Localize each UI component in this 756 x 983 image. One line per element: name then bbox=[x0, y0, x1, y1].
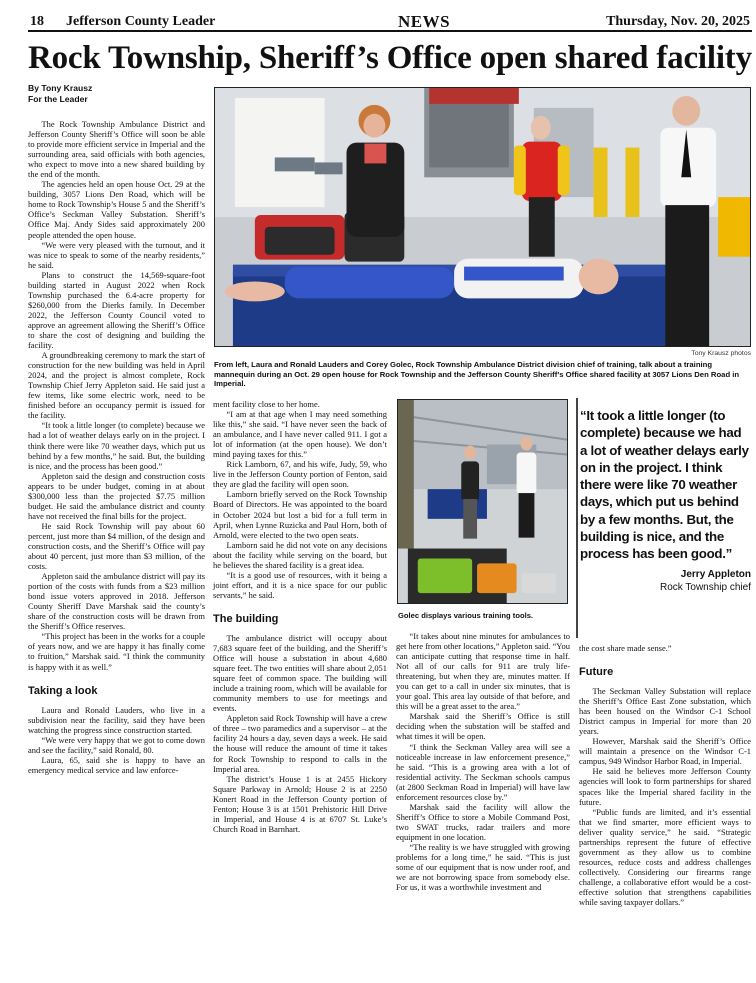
article-paragraph: “It is a good use of resources, with it being a joint effort, and it is a nice space for our public servants,” he said. bbox=[213, 569, 387, 600]
article-paragraph: Lamborn said he did not vote on any decisions about the facility while serving on the board, but he believes the shared facility is a great idea. bbox=[213, 539, 387, 570]
article-paragraph: The Rock Township Ambulance District and Jefferson County Sheriff’s Office will soon be able to provide more efficient service in Imperial and the surrounding area, said officials with both agencies, who expect to move into a new shared building by the end of the month. bbox=[28, 119, 205, 180]
pull-quote-name: Jerry Appleton bbox=[680, 568, 751, 580]
article-paragraph: However, Marshak said the Sheriff’s Office will maintain a presence on the Windsor C-1 campus, 949 Windsor Harbor Road, in Imperial. bbox=[579, 736, 751, 767]
pull-quote-title: Rock Township chief bbox=[660, 581, 751, 593]
article-paragraph: The district’s House 1 is at 2455 Hickory Square Parkway in Arnold; House 2 is at 2250 Konert Road in the Jefferson County portion of Fenton; House 3 is at 1501 Prehistoric Hill Drive in Imperial, and House 4 is at 6707 St. Luke’s Church Road in Barnhart. bbox=[213, 773, 387, 834]
page-number: 18 bbox=[30, 14, 44, 29]
article-paragraph: the cost share made sense.” bbox=[579, 643, 672, 653]
article-paragraph: ment facility close to her home. bbox=[213, 399, 320, 409]
article-paragraph: “I think the Seckman Valley area will see a noticeable increase in law enforcement presence,” he said. “This is a growing area with a lot of residential activity. The Seckman schools campus (at 2800 Seckman Road in Imperial) will have law enforcement resources close by.” bbox=[396, 741, 570, 802]
article-paragraph: The agencies held an open house Oct. 29 at the building, 3057 Lions Den Road, which will be home to Rock Township’s House 5 and the Sheriff’s Office’s Seckman Valley Substation. Sheriff’s Office Maj. Andy Sides said approximately 200 people attended the open house. bbox=[28, 179, 205, 240]
article-paragraph: Marshak said the facility will allow the Sheriff’s Office to store a Mobile Command Post, two SWAT trucks, radar trailers and more equipment in one location. bbox=[396, 801, 570, 842]
headline: Rock Township, Sheriff’s Office open shared facility bbox=[28, 40, 752, 76]
article-paragraph: He said Rock Township will pay about 60 percent, just more than $4 million, of the design and construction costs, and the Sheriff’s Office will pay about 40 percent, just more than $3 million, of the costs. bbox=[28, 520, 205, 572]
col2b-paragraphs bbox=[213, 633, 387, 834]
byline bbox=[28, 83, 205, 105]
issue-date: Thursday, Nov. 20, 2025 bbox=[606, 14, 750, 29]
column-3 bbox=[396, 631, 570, 892]
pull-quote bbox=[580, 407, 751, 594]
photo2-illustration bbox=[398, 400, 567, 603]
subhead-future: Future bbox=[579, 666, 614, 679]
article-paragraph: “The reality is we have struggled with growing problems for a long time,” he said. “This is just some of our equipment that is now under roof, and we are not borrowing space from somebody else. For us, it was a worthwhile investment and bbox=[396, 841, 570, 893]
article-paragraph: “It takes about nine minutes for ambulances to get here from other locations,” Appleton said. “You can anticipate cutting that response time in half. Not all of our calls for 911 are truly life-threatening, but when they are, minutes matter. If you can get to a call in under six minutes, that is your goal. This area lay outside of that before, and this will be a great asset to the area.” bbox=[396, 631, 570, 712]
column-2 bbox=[213, 399, 387, 834]
article-paragraph: The Seckman Valley Substation will replace the Sheriff’s Office East Zone substation, which has been housed on the Windsor C-1 School District campus in Imperial for more than 20 years. bbox=[579, 686, 751, 737]
pull-quote-rule bbox=[576, 398, 578, 638]
pull-quote-attribution bbox=[580, 568, 751, 594]
article-paragraph: A groundbreaking ceremony to mark the start of construction for the new building was held in April 2024, and the project is almost complete, Rock Township Chief Jerry Appleton said. He said just a few items, like some electric work, need to be finished before an occupancy permit is issued for the facility. bbox=[28, 350, 205, 421]
pull-quote-text: “It took a little longer (to complete) because we had a lot of weather delays early on in the project. I think there were like 70 weather days, which put us behind by a few months. But, the building is nice, and the process has been good.” bbox=[580, 408, 749, 562]
article-paragraph: Appleton said Rock Township will have a crew of three – two paramedics and a supervisor – at the facility 24 hours a day, seven days a week. He said the house will reduce the amount of time it takes for Rock Township to respond to calls in the Imperial area. bbox=[213, 713, 387, 774]
article-paragraph: Rick Lamborn, 67, and his wife, Judy, 59, who live in the Jefferson County portion of Fenton, said they are glad the facility will open soon. bbox=[213, 459, 387, 490]
article-paragraph: Appleton said the ambulance district will pay its portion of the costs with funds from a $23 million bond issue voters approved in 2018. Jefferson County Sheriff Dave Marshak said the county’s share of the construction costs will be drawn from the Sheriff’s Office reserves. bbox=[28, 571, 205, 632]
column-1 bbox=[28, 83, 205, 775]
paper-name: Jefferson County Leader bbox=[66, 14, 216, 29]
masthead bbox=[28, 10, 752, 32]
photo-credit: Tony Krausz photos bbox=[691, 350, 751, 357]
section-label: NEWS bbox=[398, 12, 451, 31]
col1b-paragraphs bbox=[28, 705, 205, 775]
article-paragraph: “It took a little longer (to complete) because we had a lot of weather delays early on in the project. I think there were like 70 weather days, which put us behind by a few months,” he said. But, the building is nice, and the process has been good.” bbox=[28, 420, 205, 471]
article-paragraph: “We were very pleased with the turnout, and it was nice to speak to some of the nearby residents,” he said. bbox=[28, 239, 205, 270]
article-paragraph: “I am at that age when I may need something like this,” she said. “I have never seen the back of an ambulance, and I have never called 911. I got a lot of information (at the open house). We don’t mind paying taxes for this.” bbox=[213, 409, 387, 460]
article-paragraph: Appleton said the design and construction costs appears to be under budget, coming in at about $300,000 less than the projected $7.75 million budget. He said the ambulance district and county have not received the final bills for the project. bbox=[28, 470, 205, 521]
col3-paragraphs bbox=[396, 631, 570, 892]
article-paragraph: Marshak said the Sheriff’s Office is still deciding when the substation will be staffed and what times it will be open. bbox=[396, 711, 570, 742]
training-mannequin-photo bbox=[214, 87, 751, 347]
article-paragraph: He said he believes more Jefferson County agencies will look to form partnerships for shared spaces like the Imperial shared facility in the future. bbox=[579, 766, 751, 807]
photo2-caption: Golec displays various training tools. bbox=[398, 611, 534, 620]
photo1-caption: From left, Laura and Ronald Lauders and Corey Golec, Rock Township Ambulance District division chief of training, talk about a training mannequin during an Oct. 29 open house for Rock Township and the Jefferson County Sheriff’s Office shared facility at 3057 Lions Den Road in Imperial. bbox=[214, 360, 740, 389]
training-tools-photo bbox=[397, 399, 568, 604]
col4b-paragraphs bbox=[579, 686, 751, 907]
col4-paragraphs bbox=[579, 643, 751, 653]
column-4 bbox=[579, 643, 751, 907]
article-paragraph: “We were very happy that we got to come down and see the facility,” said Ronald, 80. bbox=[28, 734, 205, 755]
article-paragraph: Laura and Ronald Lauders, who live in a subdivision near the facility, said they have been watching the progress since construction started. bbox=[28, 704, 205, 735]
article-paragraph: “Public funds are limited, and it’s essential that we find smarter, more efficient ways to deliver quality service,” he said. “Strategic partnerships represent the future of effective government as they allow us to combine resources, reduce costs and address challenges collectively. Considering our firearms range challenge, a collaborative effort would be a cost-effective solution that strengthens capabilities while saving taxpayer dollars.” bbox=[579, 806, 751, 908]
subhead-the-building: The building bbox=[213, 612, 279, 625]
article-paragraph: Laura, 65, said she is happy to have an emergency medical service and law enforce- bbox=[28, 754, 205, 775]
col1-paragraphs bbox=[28, 119, 205, 672]
subhead-taking-a-look: Taking a look bbox=[28, 684, 98, 697]
article-paragraph: Lamborn briefly served on the Rock Township Board of Directors. He was appointed to the board in October 2024 but lost a bid for a full term in April, when Lynne Ruzicka and Paul Horn, both of Arnold, were elected to the two open seats. bbox=[213, 489, 387, 540]
byline-author: By Tony Krausz bbox=[28, 83, 93, 93]
byline-org: For the Leader bbox=[28, 94, 88, 104]
article-paragraph: Plans to construct the 14,569-square-foot building started in August 2022 when Rock Township purchased the 6.4-acre property for $260,000 from the Dierks family. In December 2022, the Jefferson County Council voted to approve an agreement allowing the Sheriff’s Office to share the cost of designing and building the facility. bbox=[28, 269, 205, 351]
article-paragraph: “This project has been in the works for a couple of years now, and we are happy it has finally come to fruition,” Marshak said. “I think the community is happy with it as well.” bbox=[28, 631, 205, 672]
photo-illustration bbox=[215, 88, 750, 346]
col2-paragraphs bbox=[213, 399, 387, 600]
article-paragraph: The ambulance district will occupy about 7,683 square feet of the building, and the Sheriff’s Office will house a substation in about 4,680 square feet. The two entities will share about 2,051 square feet of common space. The building will include a training room, which will be available for community members to use for meetings and events. bbox=[213, 632, 387, 714]
